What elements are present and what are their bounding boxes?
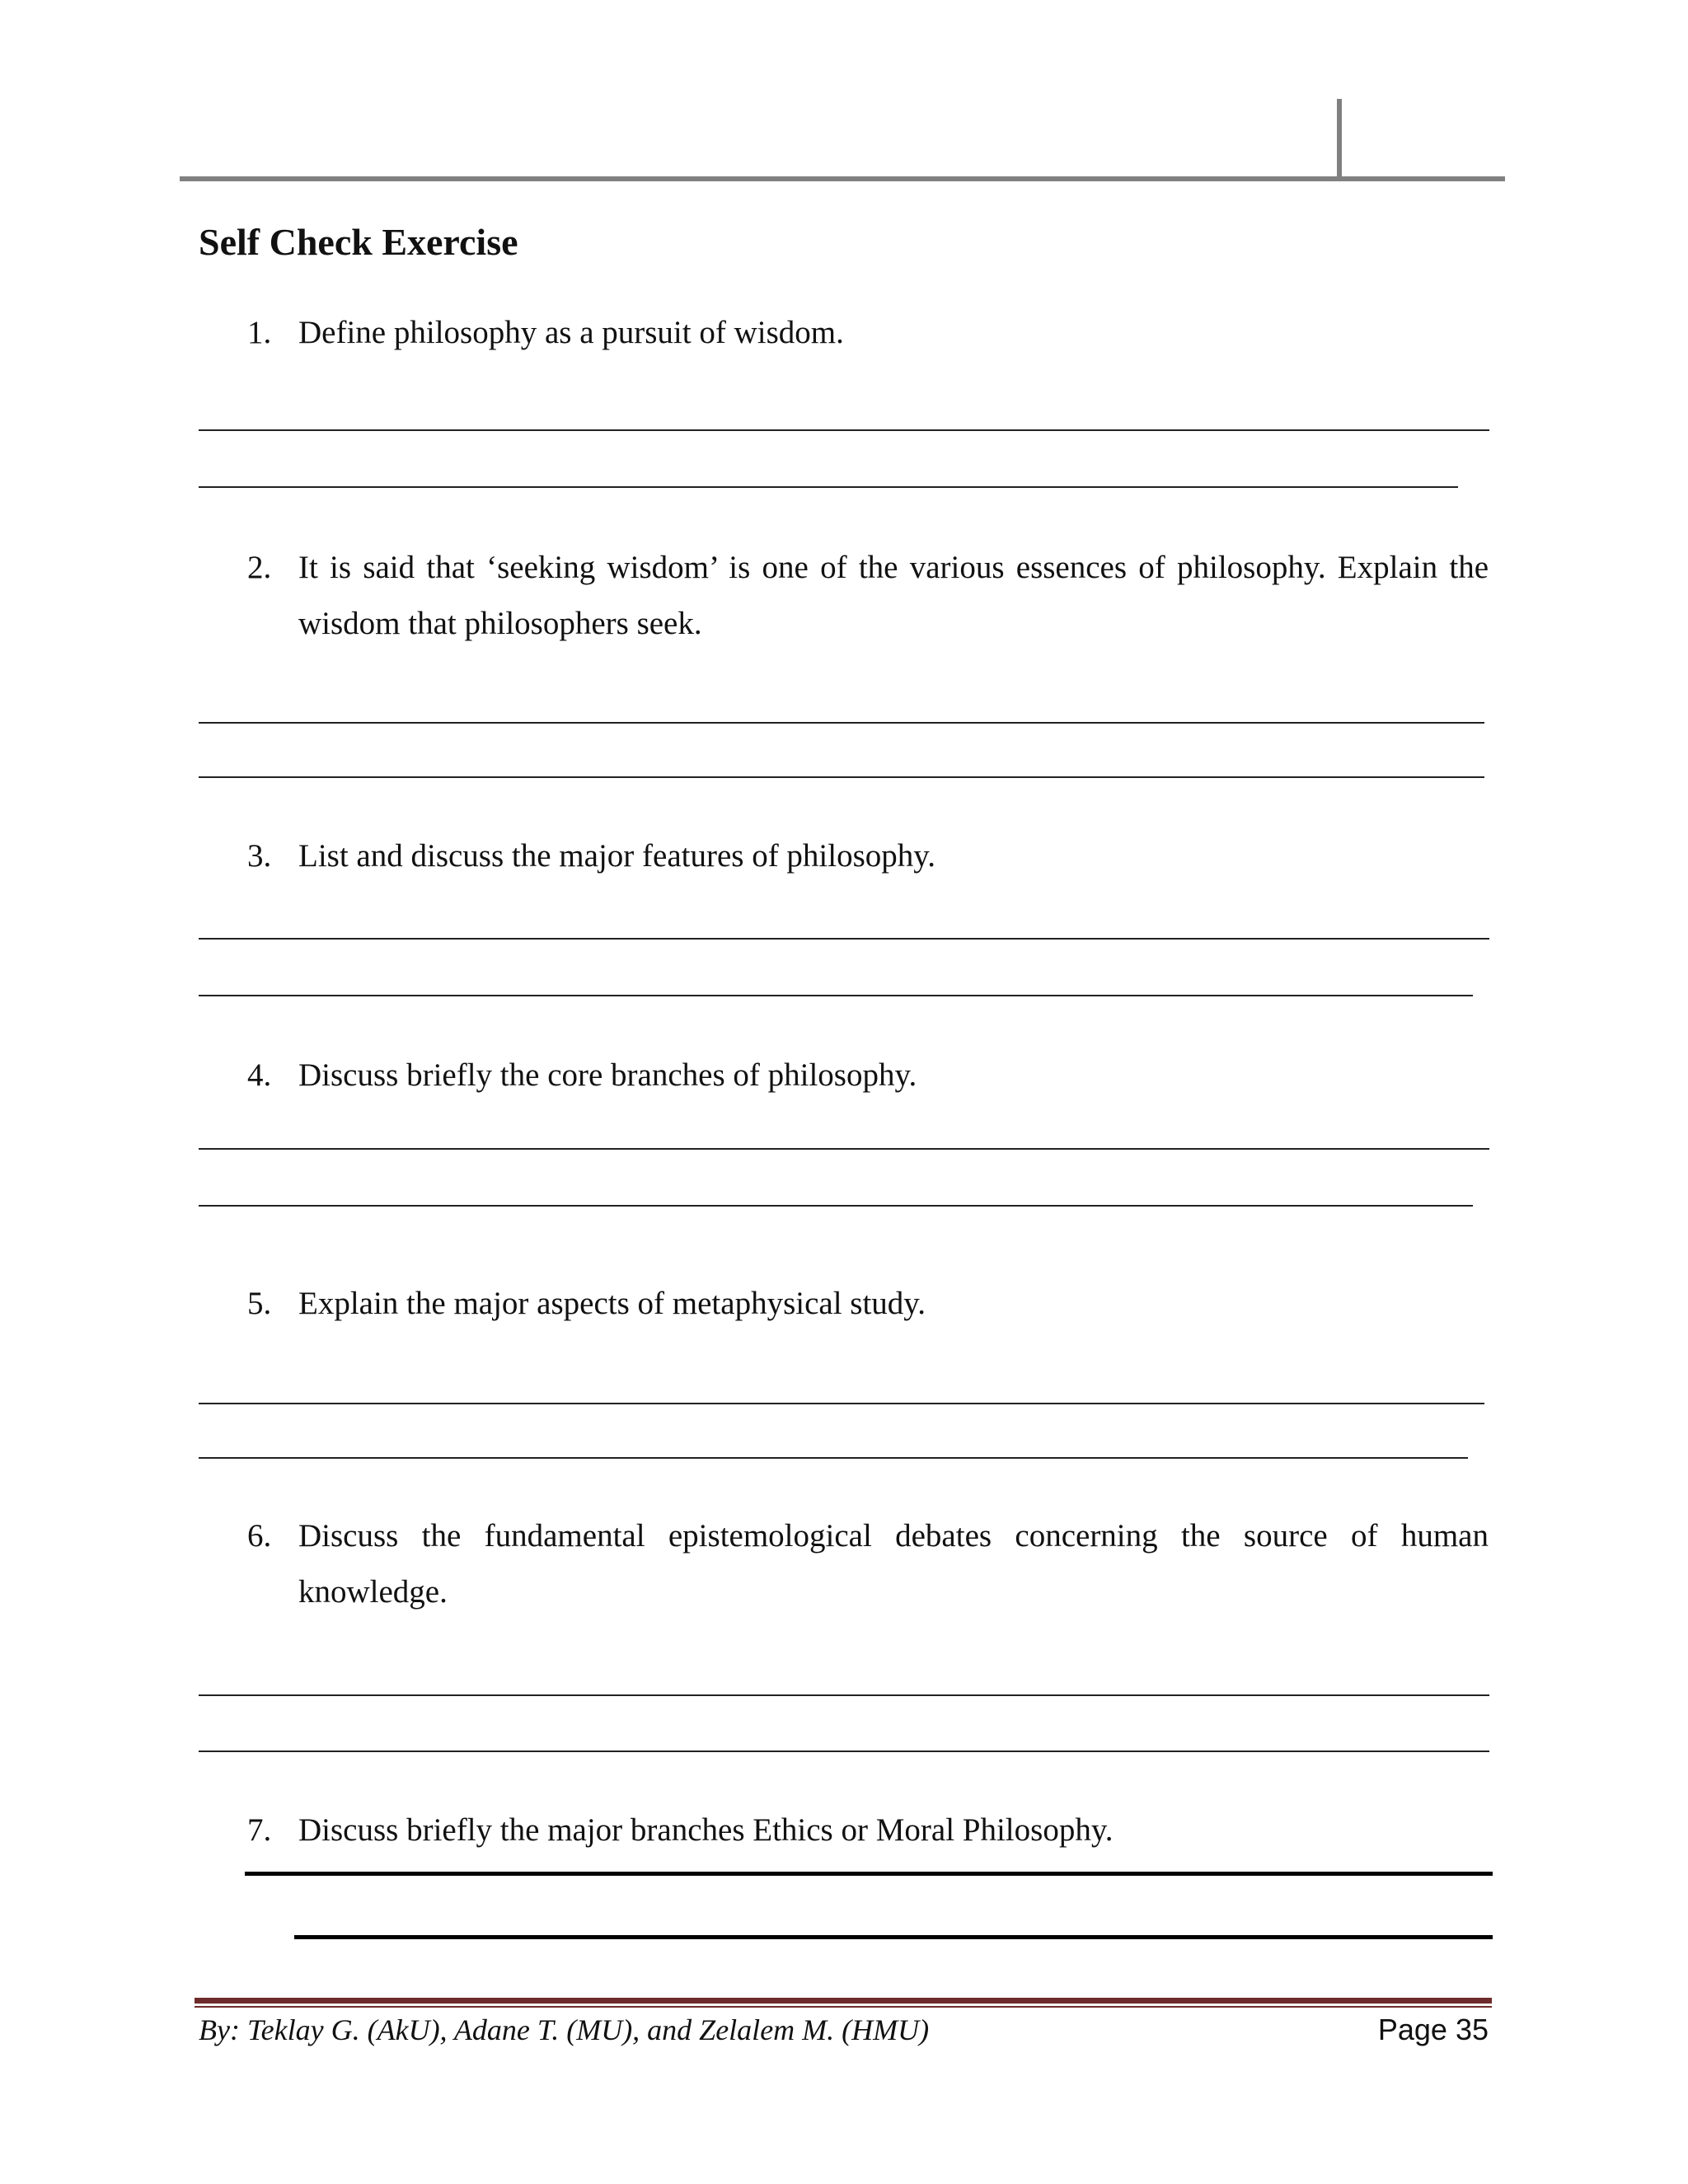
- question-text: Discuss the fundamental epistemological debates concerning the source of human knowledge.: [298, 1518, 1489, 1610]
- footer-authors: By: Teklay G. (AkU), Adane T. (MU), and Zelalem M. (HMU): [199, 2013, 930, 2046]
- answer-line: [199, 722, 1484, 724]
- question-6: [247, 1508, 1489, 1620]
- answer-line: [199, 1403, 1484, 1404]
- question-number: 6.: [247, 1518, 272, 1554]
- header-tick: [1337, 99, 1342, 179]
- question-4: [247, 1047, 1489, 1104]
- question-number: 2.: [247, 550, 272, 585]
- question-number: 1.: [247, 315, 272, 350]
- question-text: List and discuss the major features of philosophy.: [298, 838, 935, 874]
- page-title: Self Check Exercise: [199, 221, 518, 263]
- footer-rule-thin: [195, 2006, 1492, 2008]
- answer-line: [199, 776, 1484, 778]
- question-text: It is said that ‘seeking wisdom’ is one of the various essences of philosophy. Explain the wisdom that philosophers seek.: [298, 550, 1489, 641]
- answer-line: [199, 1457, 1468, 1459]
- question-number: 5.: [247, 1286, 272, 1321]
- question-2: [247, 540, 1489, 652]
- question-number: 4.: [247, 1057, 272, 1093]
- page-number: Page 35: [1377, 2013, 1489, 2046]
- answer-line: [199, 1148, 1489, 1150]
- answer-line: [245, 1872, 1493, 1876]
- footer-rule: [195, 1998, 1492, 2004]
- answer-line: [199, 1205, 1473, 1207]
- question-number: 3.: [247, 838, 272, 874]
- question-3: [247, 828, 1489, 884]
- answer-line: [199, 995, 1473, 996]
- question-text: Explain the major aspects of metaphysical study.: [298, 1286, 926, 1321]
- answer-line: [199, 1750, 1489, 1752]
- question-7: [247, 1802, 1489, 1858]
- question-text: Define philosophy as a pursuit of wisdom.: [298, 315, 844, 350]
- answer-line: [294, 1935, 1493, 1939]
- question-1: [247, 305, 1489, 361]
- answer-line: [199, 486, 1458, 488]
- answer-line: [199, 938, 1489, 940]
- header-rule: [180, 176, 1505, 181]
- answer-line: [199, 429, 1489, 431]
- question-5: [247, 1276, 1489, 1332]
- question-text: Discuss briefly the core branches of philosophy.: [298, 1057, 917, 1093]
- question-number: 7.: [247, 1812, 272, 1848]
- answer-line: [199, 1694, 1489, 1696]
- question-text: Discuss briefly the major branches Ethics or Moral Philosophy.: [298, 1812, 1114, 1848]
